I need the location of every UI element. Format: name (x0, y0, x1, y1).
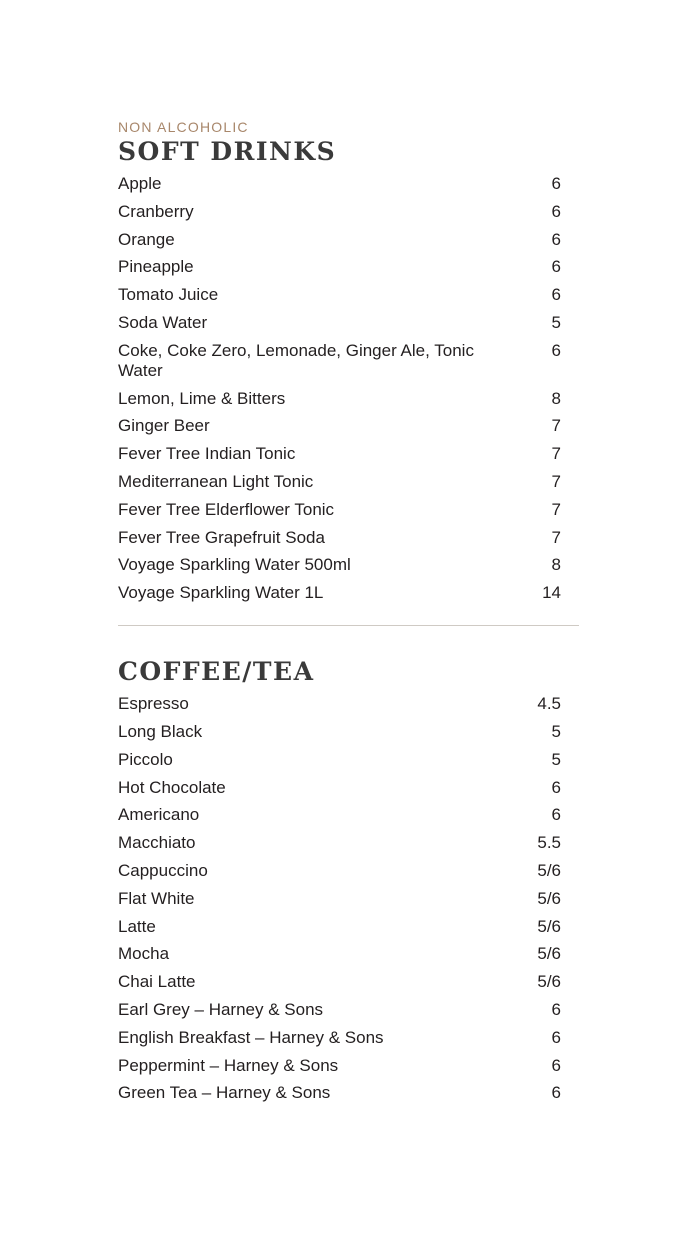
menu-item-name: Voyage Sparkling Water 1L (118, 583, 324, 603)
menu-item-price: 5/6 (537, 972, 561, 992)
menu-item-price: 5 (551, 749, 561, 769)
menu-item-price: 7 (551, 444, 561, 464)
menu-item (118, 389, 561, 409)
menu-item (118, 472, 561, 492)
menu-item (118, 500, 561, 520)
menu-item-name: Soda Water (118, 312, 208, 332)
menu-item-name: Long Black (118, 721, 203, 741)
menu-item-name: Fever Tree Indian Tonic (118, 444, 296, 464)
menu-item-name: Green Tea – Harney & Sons (118, 1083, 331, 1103)
menu-item (118, 972, 561, 992)
menu-item-name: Cranberry (118, 201, 194, 221)
menu-item-price: 6 (551, 201, 561, 221)
menu-item-name: Piccolo (118, 749, 173, 769)
menu-item-price: 6 (551, 1027, 561, 1047)
section-eyebrow: NON ALCOHOLIC (118, 119, 249, 135)
menu-item-price: 6 (551, 257, 561, 277)
menu-item-price: 5/6 (537, 888, 561, 908)
menu-item (118, 528, 561, 548)
menu-item (118, 257, 561, 277)
menu-item-price: 6 (551, 1083, 561, 1103)
coffee-tea-list (118, 694, 561, 1103)
menu-item-name: English Breakfast – Harney & Sons (118, 1027, 384, 1047)
menu-item-name: Macchiato (118, 833, 196, 853)
menu-item-name: Tomato Juice (118, 285, 219, 305)
menu-item-price: 6 (551, 285, 561, 305)
menu-item (118, 833, 561, 853)
menu-item (118, 555, 561, 575)
menu-item (118, 778, 561, 798)
menu-item (118, 313, 561, 333)
menu-item-name: Lemon, Lime & Bitters (118, 388, 286, 408)
menu-item-name: Fever Tree Grapefruit Soda (118, 527, 325, 547)
soft-drinks-heading (118, 118, 579, 168)
menu-item (118, 917, 561, 937)
menu-item-price: 5 (551, 312, 561, 332)
menu-item-name: Orange (118, 229, 175, 249)
menu-item-name: Peppermint – Harney & Sons (118, 1055, 339, 1075)
menu-item-name: Latte (118, 916, 156, 936)
menu-item-name: Mediterranean Light Tonic (118, 471, 314, 491)
menu-item-price: 8 (551, 388, 561, 408)
menu-item-name: Coke, Coke Zero, Lemonade, Ginger Ale, Tonic Water (118, 340, 474, 380)
menu-item-name: Flat White (118, 888, 195, 908)
menu-item (118, 416, 561, 436)
section-divider (118, 625, 579, 626)
section-title: SOFT DRINKS (118, 137, 337, 166)
menu-item (118, 889, 561, 909)
menu-item-price: 6 (551, 340, 561, 360)
menu-item (118, 583, 561, 603)
menu-item-price: 5/6 (537, 916, 561, 936)
menu-item-name: Espresso (118, 694, 189, 714)
menu-item-price: 7 (551, 499, 561, 519)
menu-item-name: Chai Latte (118, 972, 196, 992)
menu-item (118, 444, 561, 464)
menu-item-name: Cappuccino (118, 860, 208, 880)
drinks-menu (118, 118, 579, 1111)
menu-item (118, 1028, 561, 1048)
menu-item-name: Earl Grey – Harney & Sons (118, 999, 324, 1019)
menu-item-name: Apple (118, 174, 162, 193)
soft-drinks-list (118, 174, 561, 603)
menu-item (118, 944, 561, 964)
menu-item-name: Pineapple (118, 257, 194, 277)
section-title: COFFEE/TEA (118, 657, 315, 687)
menu-item (118, 341, 561, 381)
menu-item-price: 7 (551, 527, 561, 547)
menu-item-price: 5/6 (537, 944, 561, 964)
menu-item (118, 1056, 561, 1076)
menu-item (118, 202, 561, 222)
menu-item (118, 230, 561, 250)
menu-item-price: 5/6 (537, 860, 561, 880)
menu-item-price: 8 (551, 555, 561, 575)
menu-item-price: 7 (551, 416, 561, 436)
menu-item-price: 5 (551, 721, 561, 741)
menu-item-name: Mocha (118, 944, 170, 964)
menu-item (118, 750, 561, 770)
menu-item-price: 6 (551, 174, 561, 193)
menu-item-price: 7 (551, 471, 561, 491)
menu-item (118, 694, 561, 714)
menu-item-price: 6 (551, 805, 561, 825)
menu-item (118, 722, 561, 742)
coffee-tea-section (118, 656, 579, 1103)
menu-item-price: 14 (542, 583, 561, 603)
menu-item-price: 6 (551, 1055, 561, 1075)
soft-drinks-section (118, 118, 579, 603)
menu-item (118, 285, 561, 305)
menu-item-name: Hot Chocolate (118, 777, 226, 797)
menu-item-name: Voyage Sparkling Water 500ml (118, 555, 351, 575)
menu-item (118, 1000, 561, 1020)
menu-item-name: Americano (118, 805, 200, 825)
menu-item-price: 4.5 (537, 694, 561, 714)
menu-item (118, 861, 561, 881)
menu-item-price: 6 (551, 999, 561, 1019)
menu-item-price: 6 (551, 777, 561, 797)
menu-item-name: Ginger Beer (118, 416, 210, 436)
menu-item-name: Fever Tree Elderflower Tonic (118, 499, 335, 519)
menu-item (118, 174, 561, 194)
menu-item (118, 805, 561, 825)
menu-item (118, 1083, 561, 1103)
menu-item-price: 5.5 (537, 833, 561, 853)
menu-item-price: 6 (551, 229, 561, 249)
